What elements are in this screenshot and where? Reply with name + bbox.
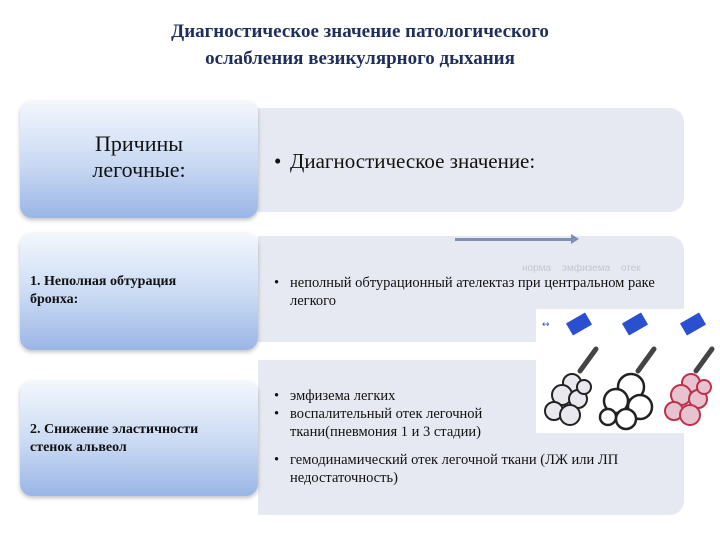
bullet-icon: • <box>274 149 282 173</box>
causes-header-box <box>20 101 258 218</box>
cause-2-line-2: стенок альвеол <box>30 440 127 455</box>
alveoli-illustration <box>536 309 720 433</box>
diagnosis-bullet-3 <box>274 405 524 441</box>
svg-text:↔: ↔ <box>542 320 550 330</box>
slide-title <box>60 18 660 72</box>
label-emphysema: эмфизема <box>561 263 611 274</box>
bullet-icon: • <box>274 406 280 422</box>
alveoli-emphysema <box>600 374 652 429</box>
diagnosis-text-1: неполный обтурационный ателектаз при центральном раке легкого <box>290 275 655 309</box>
cause-1-line-2: бронха: <box>30 292 79 307</box>
diagnostic-header-text: Диагностическое значение: <box>290 149 536 173</box>
diagnosis-bullet-4 <box>274 451 648 487</box>
causes-header-line-1: Причины <box>94 131 184 156</box>
cause-1-line-1: 1. Неполная обтурация <box>30 274 177 289</box>
causes-header <box>20 131 258 183</box>
alveoli-normal <box>545 374 591 425</box>
bullet-icon: • <box>274 388 280 404</box>
diagnosis-text-4: гемодинамический отек легочной ткани (ЛЖ или ЛП недостаточность) <box>290 452 619 486</box>
illustration-labels <box>522 263 649 274</box>
cause-2 <box>30 421 248 457</box>
cause-box-2 <box>20 381 258 496</box>
label-normal: норма <box>522 263 552 274</box>
arrow-icon <box>455 238 573 241</box>
causes-header-line-2: легочные: <box>92 157 186 182</box>
label-edema: отек <box>620 263 641 274</box>
bronchus-markers <box>542 312 706 335</box>
bullet-icon: • <box>274 275 280 291</box>
diagnosis-text-3: воспалительный отек легочной ткани(пневмония 1 и 3 стадии) <box>290 406 483 440</box>
diagnostic-header-panel <box>258 108 684 212</box>
cause-2-line-1: 2. Снижение эластичности <box>30 422 199 437</box>
title-line-2: ослабления везикулярного дыхания <box>205 48 515 69</box>
alveoli-diagram-icon <box>536 309 720 433</box>
diagnosis-text-2: эмфизема легких <box>290 388 396 404</box>
title-line-1: Диагностическое значение патологического <box>171 21 549 42</box>
alveoli-edema <box>665 374 711 425</box>
diagnosis-bullet-1 <box>274 274 670 310</box>
cause-1 <box>30 273 248 309</box>
diagnosis-bullet-2 <box>274 387 514 405</box>
bronchus-tubes <box>580 349 712 371</box>
diagnostic-header <box>274 148 670 174</box>
bullet-icon: • <box>274 452 280 468</box>
cause-box-1 <box>20 233 258 350</box>
